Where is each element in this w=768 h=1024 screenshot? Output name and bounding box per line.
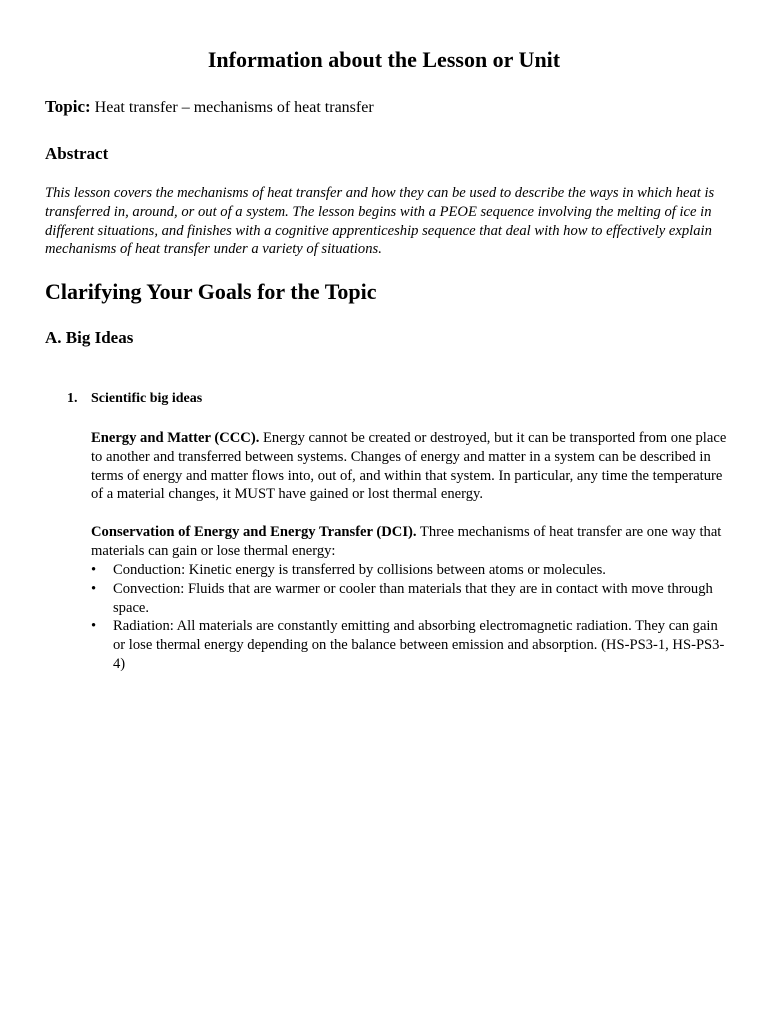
list-item-text: Conduction: Kinetic energy is transferred by collisions between atoms or molecules. [113, 562, 606, 578]
list-item [91, 617, 727, 673]
section-title: Clarifying Your Goals for the Topic [45, 279, 377, 304]
subsection-title: A. Big Ideas [45, 328, 134, 347]
abstract-body: This lesson covers the mechanisms of heat transfer and how they can be used to describe the ways in which heat is transferred in, around, or out of a system. The lesson begins with a PEOE sequence involving the melting of ice in different situations, and finishes with a cognitive apprenticeship sequence that deal with how to effectively explain mechanisms of heat transfer under a variety of situations. [45, 185, 715, 258]
paragraph-lead: Conservation of Energy and Energy Transfer (DCI). [91, 524, 417, 540]
topic-value: Heat transfer – mechanisms of heat transfer [90, 99, 374, 116]
topic-line [45, 96, 374, 119]
list-item-text: Radiation: All materials are constantly emitting and absorbing electromagnetic radiation. They can gain or lose thermal energy depending on the balance between emission and absorption. (HS-PS3-1, HS-PS3-4) [113, 618, 725, 672]
bullet-icon: • [91, 562, 97, 578]
topic-label: Topic: [45, 97, 91, 116]
paragraph-lead: Energy and Matter (CCC). [91, 430, 260, 446]
document-title: Information about the Lesson or Unit [207, 47, 561, 72]
paragraph-text: Three mechanisms of heat transfer are one way that materials can gain or lose thermal energy: [91, 524, 722, 559]
numbered-item [67, 389, 202, 409]
numbered-item-label: Scientific big ideas [91, 391, 203, 406]
numbered-item-number: 1. [67, 391, 78, 406]
paragraph-text: Energy cannot be created or destroyed, but it can be transported from one place to another and transferred between systems. Changes of energy and matter in a system can be described in terms of energy and matter flows into, out of, and within that system. In particular, any time the temperature of a material changes, it MUST have gained or lost thermal energy. [91, 430, 727, 503]
bullet-icon: • [91, 580, 97, 597]
bullet-icon: • [91, 618, 97, 635]
list-item [91, 580, 727, 618]
bullet-list [91, 561, 727, 674]
paragraph-energy-and-matter [91, 429, 727, 504]
paragraph-conservation-of-energy [91, 523, 727, 561]
list-item [91, 561, 727, 580]
abstract-heading: Abstract [45, 144, 109, 163]
list-item-text: Convection: Fluids that are warmer or cooler than materials that they are in contact with move through space. [113, 580, 713, 616]
